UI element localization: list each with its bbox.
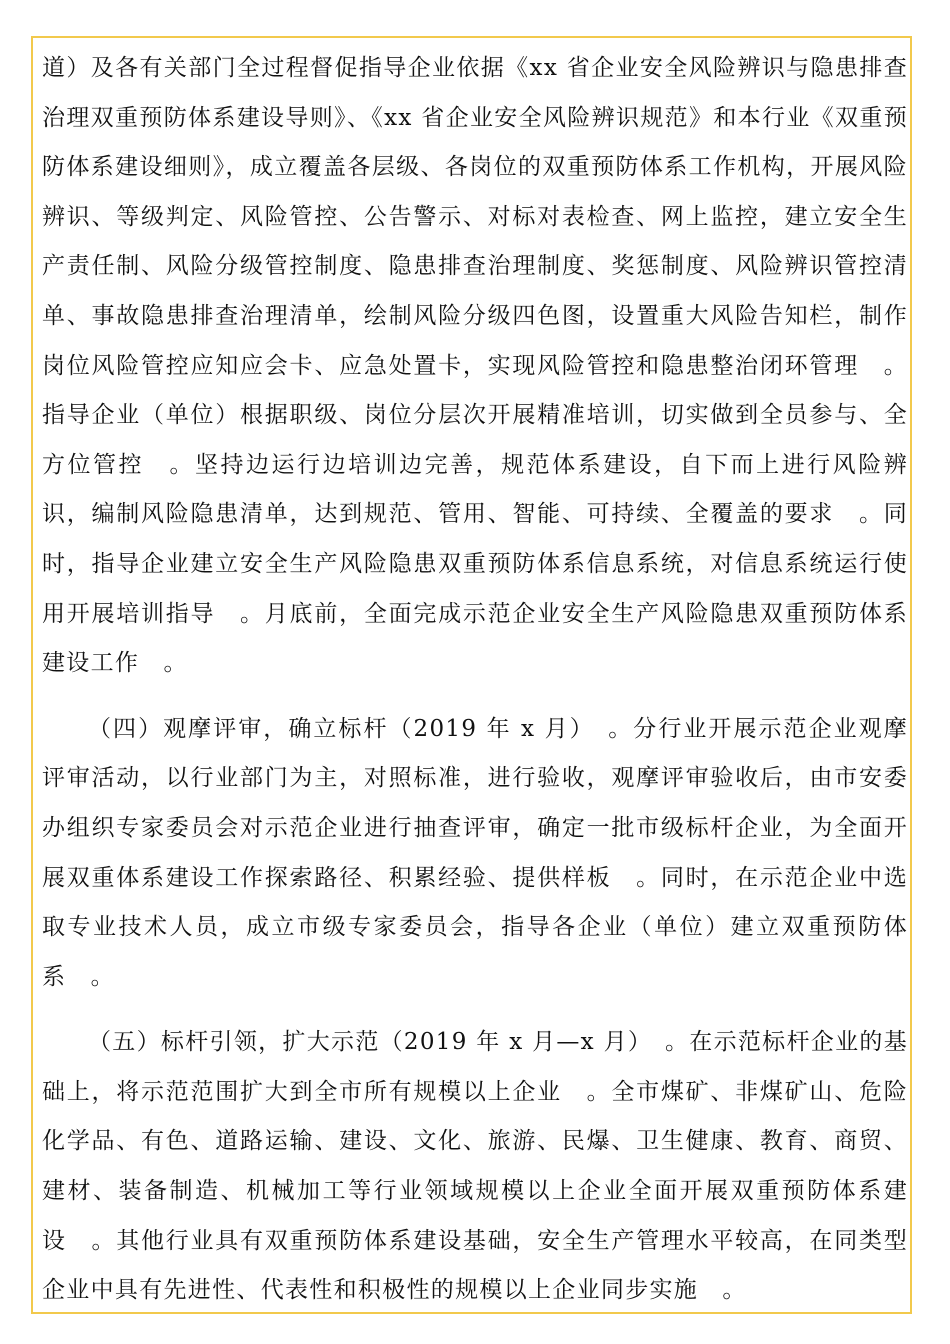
- document-body: [42, 44, 908, 1316]
- paragraph-section-5: （五）标杆引领，扩大示范（2019 年 x 月—x 月） 。在示范标杆企业的基础上，将示范范围扩大到全市所有规模以上企业 。全市煤矿、非煤矿山、危险化学品、有色、道路运输、建设、文化、旅游、民爆、卫生健康、教育、商贸、建材、装备制造、机械加工等行业领域规模以上企业全面开展双重预防体系建设 。其他行业具有双重预防体系建设基础，安全生产管理水平较高，在同类型企业中具有先进性、代表性和积极性的规模以上企业同步实施 。: [42, 1029, 908, 1304]
- paragraph-continuation: 道）及各有关部门全过程督促指导企业依据《xx 省企业安全风险辨识与隐患排查治理双重预防体系建设导则》、《xx 省企业安全风险辨识规范》和本行业《双重预防体系建设细则》，成立覆盖各层级、各岗位的双重预防体系工作机构，开展风险辨识、等级判定、风险管控、公告警示、对标对表检查、网上监控，建立安全生产责任制、风险分级管控制度、隐患排查治理制度、奖惩制度、风险辨识管控清单、事故隐患排查治理清单，绘制风险分级四色图，设置重大风险告知栏，制作岗位风险管控应知应会卡、应急处置卡，实现风险管控和隐患整治闭环管理 。指导企业（单位）根据职级、岗位分层次开展精准培训，切实做到全员参与、全方位管控 。坚持边运行边培训边完善，规范体系建设，自下而上进行风险辨识，编制风险隐患清单，达到规范、管用、智能、可持续、全覆盖的要求 。同时，指导企业建立安全生产风险隐患双重预防体系信息系统，对信息系统运行使用开展培训指导 。月底前，全面完成示范企业安全生产风险隐患双重预防体系建设工作 。: [42, 55, 908, 677]
- paragraph-section-4: （四）观摩评审，确立标杆（2019 年 x 月） 。分行业开展示范企业观摩评审活动，以行业部门为主，对照标准，进行验收，观摩评审验收后，由市安委办组织专家委员会对示范企业进行抽查评审，确定一批市级标杆企业，为全面开展双重体系建设工作探索路径、积累经验、提供样板 。同时，在示范企业中选取专业技术人员，成立市级专家委员会，指导各企业（单位）建立双重预防体系 。: [42, 715, 908, 990]
